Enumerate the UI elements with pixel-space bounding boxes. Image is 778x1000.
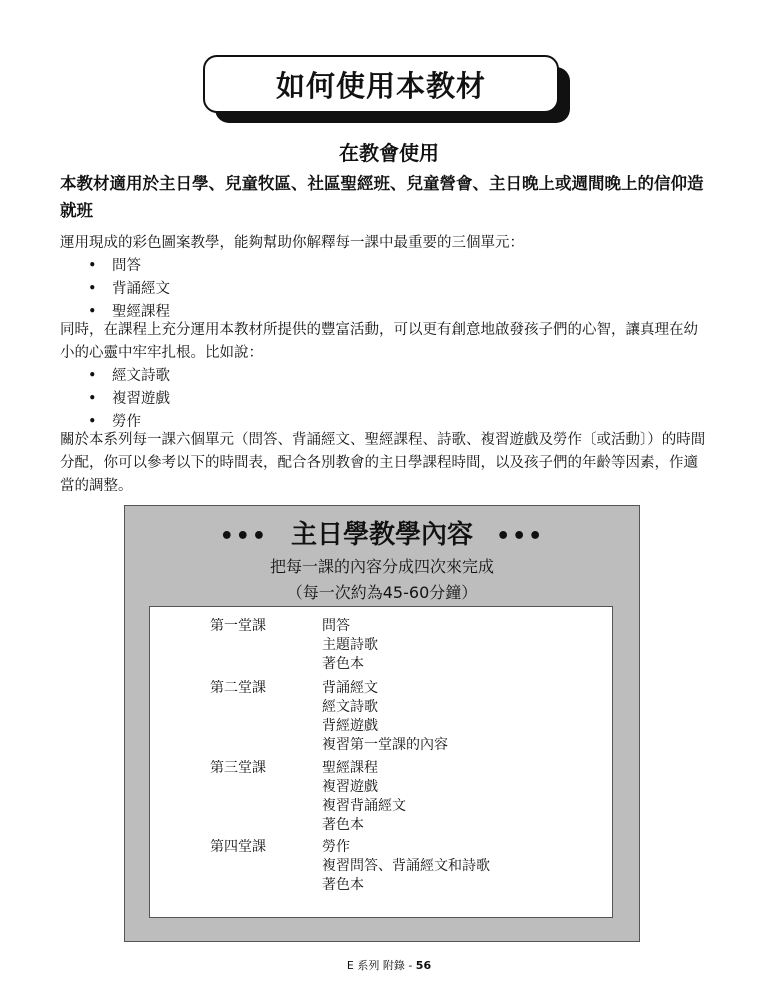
list-activities	[88, 365, 170, 434]
lesson-label: 第四堂課	[210, 839, 266, 855]
lesson-item: 複習背誦經文	[322, 798, 406, 814]
paragraph-1: 運用現成的彩色圖案教學，能夠幫助你解釋每一課中最重要的三個單元：	[60, 235, 524, 251]
lesson-items	[322, 838, 490, 895]
paragraph-3: 關於本系列每一課六個單元（問答、背誦經文、聖經課程、詩歌、複習遊戲及勞作〔或活動〕）的時間分配，你可以參考以下的時間表，配合各別教會的主日學課程時間，以及孩子們的年齡等因素，作適當的調整。	[60, 432, 706, 494]
page-footer	[0, 957, 778, 973]
lesson-item: 著色本	[322, 817, 364, 833]
list-item: • 勞作	[88, 411, 170, 434]
title-banner	[203, 55, 573, 125]
paragraph-2: 同時，在課程上充分運用本教材所提供的豐富活動，可以更有創意地啟發孩子們的心智，讓真理在幼小的心靈中牢牢扎根。比如說：	[60, 322, 698, 361]
list-item: • 複習遊戲	[88, 388, 170, 411]
list-core-units	[88, 255, 170, 324]
lesson-item: 經文詩歌	[322, 699, 378, 715]
schedule-duration: （每一次約為45-60分鐘）	[286, 583, 478, 602]
lesson-label: 第三堂課	[210, 760, 266, 776]
list-item: • 問答	[88, 255, 170, 278]
list-item: • 經文詩歌	[88, 365, 170, 388]
schedule-title	[125, 514, 639, 551]
lesson-items	[322, 617, 378, 674]
section-heading: 在教會使用	[339, 141, 439, 165]
intro-text: 本教材適用於主日學、兒童牧區、社區聖經班、兒童營會、主日晚上或週間晚上的信仰造就班	[60, 174, 704, 220]
dots-left: •••	[219, 524, 268, 549]
footer-series: E 系列 附錄 -	[346, 959, 413, 972]
lesson-item: 聖經課程	[322, 760, 378, 776]
list-item: • 聖經課程	[88, 301, 170, 324]
lesson-item: 問答	[322, 618, 350, 634]
lesson-label: 第二堂課	[210, 680, 266, 696]
lesson-item: 背誦經文	[322, 680, 378, 696]
list-item: • 背誦經文	[88, 278, 170, 301]
lesson-items	[322, 759, 406, 835]
lesson-label: 第一堂課	[210, 618, 266, 634]
lesson-item: 勞作	[322, 839, 350, 855]
lesson-item: 複習第一堂課的內容	[322, 737, 448, 753]
page-title: 如何使用本教材	[203, 55, 559, 113]
lesson-item: 複習遊戲	[322, 779, 378, 795]
lesson-item: 複習問答、背誦經文和詩歌	[322, 858, 490, 874]
schedule-subtitle: 把每一課的內容分成四次來完成	[269, 557, 494, 576]
schedule-title-text: 主日學教學內容	[290, 520, 473, 550]
page-number: 56	[415, 959, 432, 972]
lesson-item: 背經遊戲	[322, 718, 378, 734]
lesson-item: 著色本	[322, 877, 364, 893]
schedule-table	[149, 606, 613, 918]
lesson-item: 主題詩歌	[322, 637, 378, 653]
dots-right: •••	[496, 524, 545, 549]
schedule-box	[124, 505, 640, 942]
lesson-item: 著色本	[322, 656, 364, 672]
lesson-items	[322, 679, 448, 755]
